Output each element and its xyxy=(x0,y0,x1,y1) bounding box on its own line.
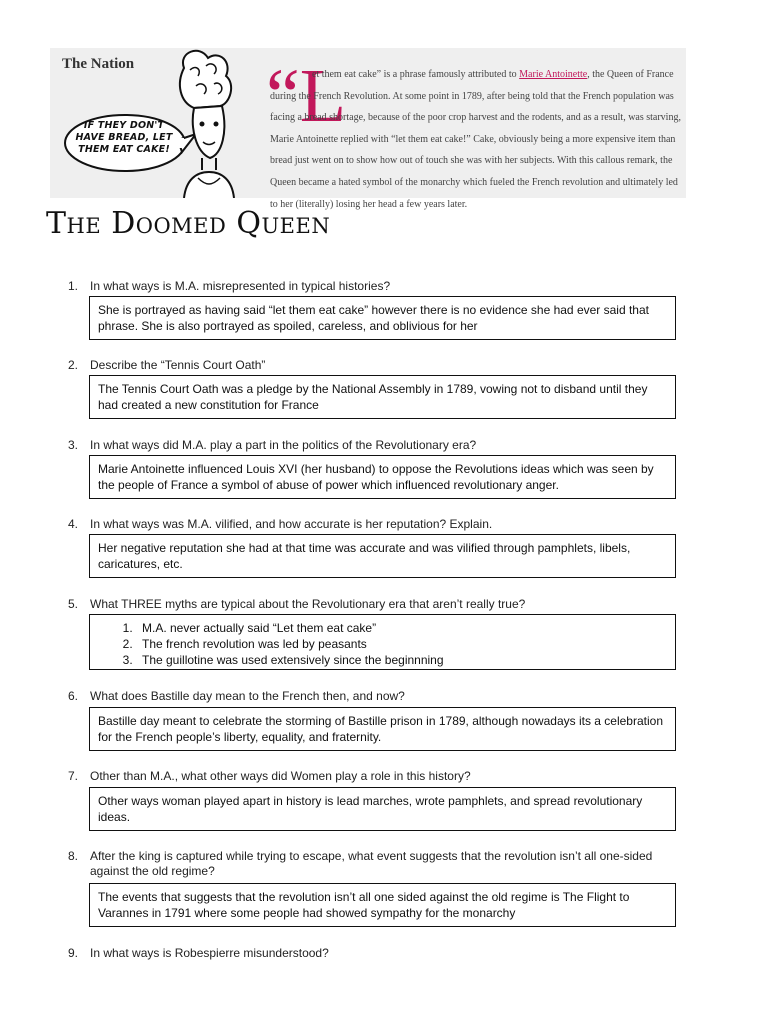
question-text: In what ways did M.A. play a part in the politics of the Revolutionary era? xyxy=(90,438,477,452)
cartoon-illustration xyxy=(50,48,250,198)
speech-bubble-text: IF THEY DON'T HAVE BREAD, LET THEM EAT CAKE! xyxy=(75,120,173,155)
question-text: In what ways is Robespierre misunderstood? xyxy=(90,946,329,960)
answer-box-5[interactable] xyxy=(89,614,676,670)
question-text: What does Bastille day mean to the French then, and now? xyxy=(90,689,405,703)
myths-list xyxy=(98,620,667,668)
question-text: Other than M.A., what other ways did Women play a role in this history? xyxy=(90,769,471,783)
marie-antoinette-link[interactable]: Marie Antoinette xyxy=(519,69,588,80)
intro-text-start: et them eat cake” is a phrase famously attributed to xyxy=(312,69,520,80)
question-number: 6. xyxy=(68,689,79,703)
question-number: 1. xyxy=(68,279,79,293)
intro-paragraph xyxy=(266,54,682,210)
question-number: 2. xyxy=(68,358,79,372)
intro-text xyxy=(270,64,682,215)
question-number: 4. xyxy=(68,517,79,531)
page-title: The Doomed Queen xyxy=(46,206,331,241)
intro-text-end: , the Queen of France during the French Revolution. At some point in 1789, after being told that the French population was facing a bread shortage, because of the poor crop harvest and the rodents, and as a result, was starving, Marie Antoinette replied with “let them eat cake!” Cake, obviously being a more expensive item than bread just went on to show how out of touch she was with her subjects. With this callous remark, the Queen became a hated symbol of the monarchy which fueled the French revolution and ultimately led to her (literally) losing her head a few years later. xyxy=(270,69,681,210)
answer-box-1[interactable]: She is portrayed as having said “let them eat cake” however there is no evidence she had ever said that phrase. She is also portrayed as spoiled, careless, and oblivious for her xyxy=(89,296,676,340)
question-text: After the king is captured while trying to escape, what event suggests that the revolution isn’t all one-sided against the old regime? xyxy=(90,849,653,878)
drop-cap: “L xyxy=(266,54,347,138)
answer-box-3[interactable]: Marie Antoinette influenced Louis XVI (her husband) to oppose the Revolutions ideas which was seen by the people of France a symbol of abuse of power which influenced revolutionary anger. xyxy=(89,455,676,499)
question-number: 5. xyxy=(68,597,79,611)
question-text: In what ways is M.A. misrepresented in typical histories? xyxy=(90,279,391,293)
question-number: 8. xyxy=(68,849,79,863)
list-item: 1. M.A. never actually said “Let them eat cake” xyxy=(136,620,667,636)
question-number: 7. xyxy=(68,769,79,783)
answer-box-7[interactable]: Other ways woman played apart in history is lead marches, wrote pamphlets, and spread revolutionary ideas. xyxy=(89,787,676,831)
question-text: In what ways was M.A. vilified, and how accurate is her reputation? Explain. xyxy=(90,517,493,531)
question-number: 3. xyxy=(68,438,79,452)
list-item: 2. The french revolution was led by peasants xyxy=(136,636,667,652)
answer-box-6[interactable]: Bastille day meant to celebrate the storming of Bastille prison in 1789, although nowadays its a celebration for the French people’s liberty, equality, and fraternity. xyxy=(89,707,676,751)
question-number: 9. xyxy=(68,946,79,960)
question-text: Describe the “Tennis Court Oath” xyxy=(90,358,266,372)
answer-box-2[interactable]: The Tennis Court Oath was a pledge by the National Assembly in 1789, vowing not to disband until they had created a new constitution for France xyxy=(89,375,676,419)
question-text: What THREE myths are typical about the Revolutionary era that aren’t really true? xyxy=(90,597,526,611)
the-nation-label: The Nation xyxy=(62,56,135,72)
list-item: 3. The guillotine was used extensively since the beginnning xyxy=(136,652,667,668)
answer-box-4[interactable]: Her negative reputation she had at that time was accurate and was vilified through pamphlets, libels, caricatures, etc. xyxy=(89,534,676,578)
answer-box-8[interactable]: The events that suggests that the revolution isn’t all one sided against the old regime is The Flight to Varannes in 1791 where some people had showed sympathy for the monarchy xyxy=(89,883,676,927)
